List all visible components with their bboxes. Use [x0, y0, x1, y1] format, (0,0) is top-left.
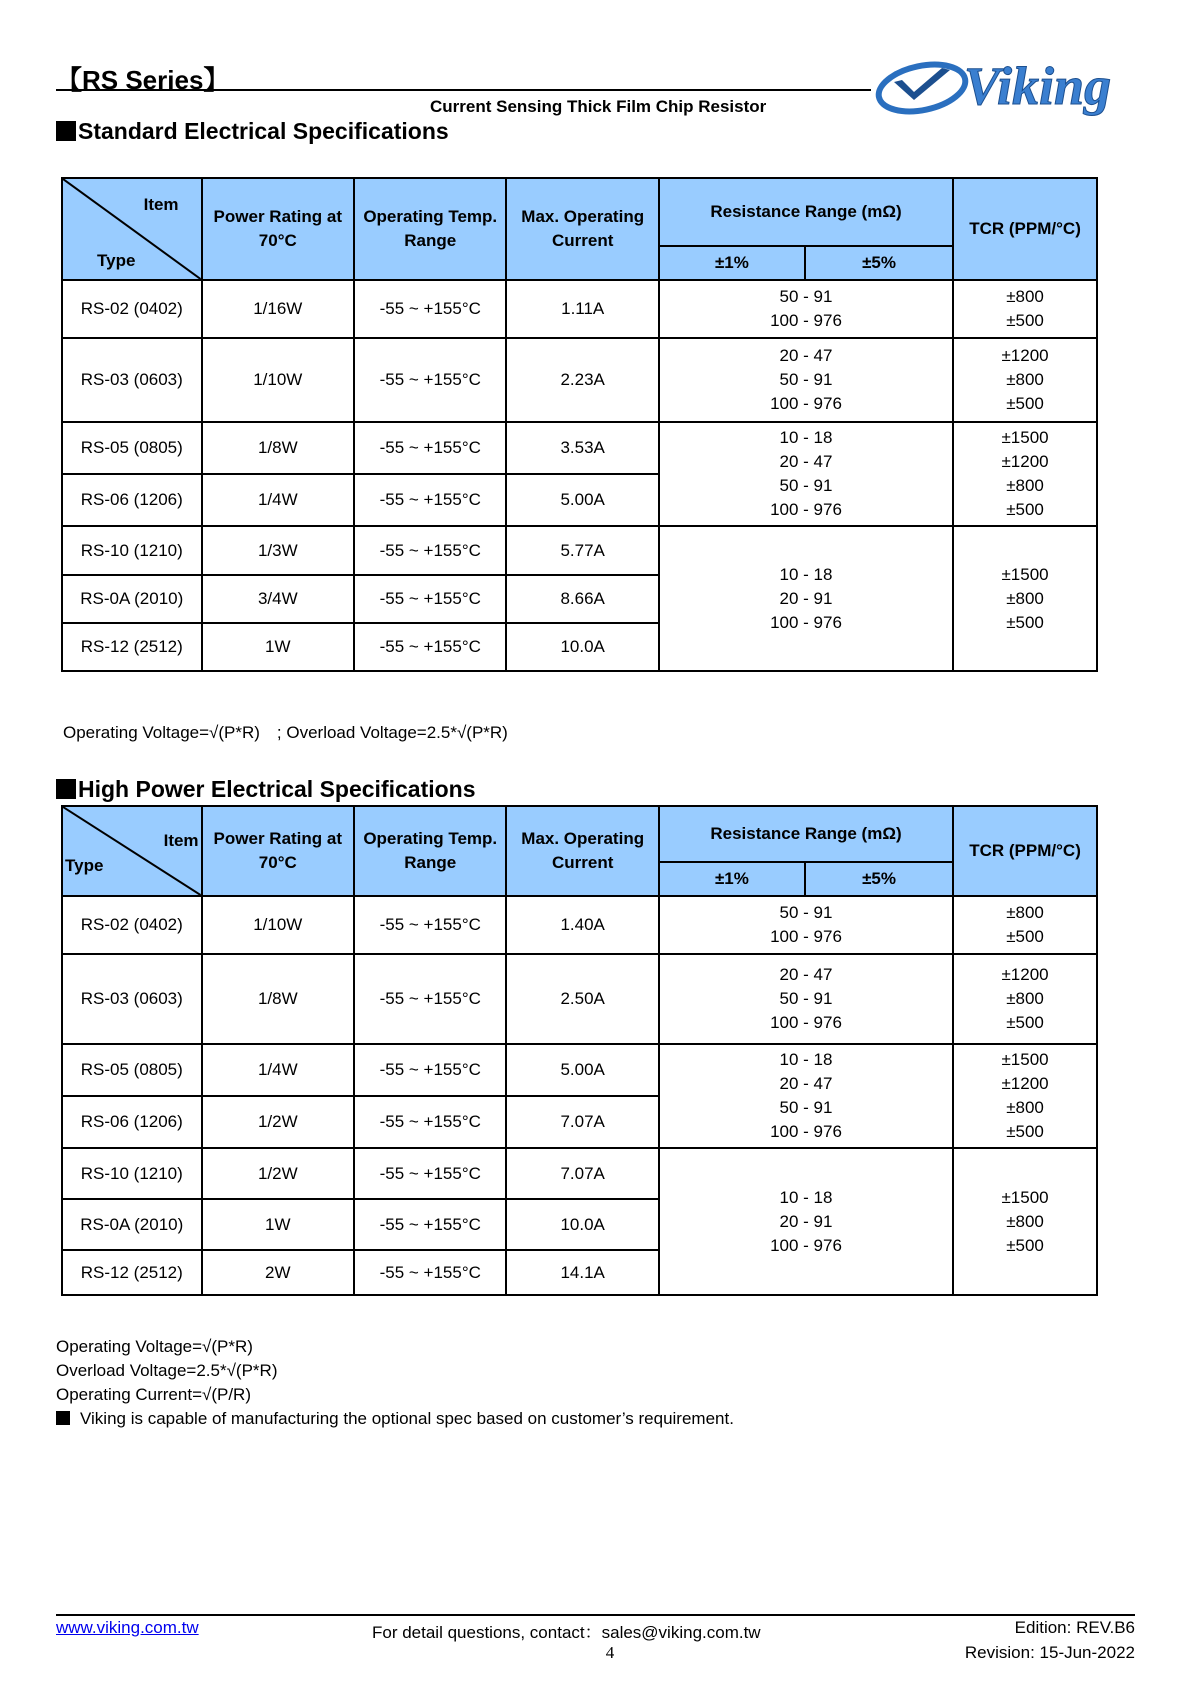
website-link[interactable]: www.viking.com.tw: [56, 1618, 199, 1637]
power-cell: 1/10W: [202, 338, 354, 422]
current-cell: 1.40A: [506, 896, 658, 954]
power-cell: 1W: [202, 623, 354, 671]
tcr-cell: [953, 422, 1097, 526]
section-bullet-icon: [56, 121, 76, 141]
type-cell: RS-06 (1206): [62, 1096, 202, 1148]
high-power-section-title: [56, 776, 476, 803]
table-row: [62, 1044, 1097, 1096]
tcr-cell: [953, 896, 1097, 954]
tcr-value: ±500: [1006, 927, 1044, 946]
type-cell: RS-02 (0402): [62, 280, 202, 338]
tcr-value: ±800: [1006, 989, 1044, 1008]
tcr-value: ±1500: [1001, 428, 1049, 447]
tcr-header: TCR (PPM/°C): [953, 806, 1097, 896]
type-cell: RS-12 (2512): [62, 1250, 202, 1295]
overload-voltage-note: Overload Voltage=2.5*√(P*R): [56, 1361, 278, 1380]
standard-section-title: [56, 118, 449, 145]
tcr-value: ±500: [1006, 394, 1044, 413]
power-cell: 1/16W: [202, 280, 354, 338]
tolerance-5pct-header: ±5%: [805, 862, 953, 896]
power-cell: 1W: [202, 1199, 354, 1250]
tcr-value: ±1200: [1001, 452, 1049, 471]
current-cell: 1.11A: [506, 280, 658, 338]
temp-cell: -55 ~ +155°C: [354, 526, 506, 575]
tcr-cell: [953, 338, 1097, 422]
temp-cell: -55 ~ +155°C: [354, 896, 506, 954]
series-title: 【RS Series】: [56, 65, 230, 95]
item-type-header-cell: [62, 178, 202, 280]
current-cell: 14.1A: [506, 1250, 658, 1295]
resistance-value: 100 - 976: [770, 927, 842, 946]
tcr-cell: [953, 280, 1097, 338]
type-cell: RS-10 (1210): [62, 526, 202, 575]
tcr-value: ±800: [1006, 1098, 1044, 1117]
page-number: 4: [605, 1643, 615, 1662]
tcr-value: ±1500: [1001, 1050, 1049, 1069]
tolerance-1pct-header: ±1%: [659, 246, 805, 280]
tcr-cell: [953, 526, 1097, 671]
tcr-value: ±500: [1006, 612, 1044, 632]
resistance-value: 100 - 976: [770, 1235, 842, 1255]
temp-cell: -55 ~ +155°C: [354, 422, 506, 474]
table-row: [62, 422, 1097, 474]
power-cell: 1/2W: [202, 1096, 354, 1148]
high-power-section-title-text: High Power Electrical Specifications: [78, 776, 476, 802]
temp-cell: -55 ~ +155°C: [354, 623, 506, 671]
resistance-value: 10 - 18: [779, 1187, 833, 1207]
tcr-value: ±1500: [1001, 1187, 1049, 1207]
standard-section-title-text: Standard Electrical Specifications: [78, 118, 449, 144]
contact-text: For detail questions, contact：sales@viking.com.tw: [372, 1623, 761, 1642]
type-cell: RS-03 (0603): [62, 338, 202, 422]
edition-text: Edition: REV.B6: [1014, 1618, 1135, 1637]
type-label: Type: [65, 856, 104, 875]
resistance-value: 50 - 91: [779, 903, 833, 922]
item-type-header-cell: [62, 806, 202, 896]
tcr-value: ±800: [1006, 476, 1044, 495]
table-row: [62, 896, 1097, 954]
table-row: [62, 954, 1097, 1044]
resistance-range-header: Resistance Range (mΩ): [659, 806, 953, 862]
type-cell: RS-03 (0603): [62, 954, 202, 1044]
table-row: [62, 1148, 1097, 1199]
resistance-value: 20 - 91: [779, 588, 833, 608]
tcr-header: TCR (PPM/°C): [953, 178, 1097, 280]
high-power-spec-table: [61, 805, 1098, 1296]
resistance-value: 100 - 976: [770, 311, 842, 330]
table-row: [62, 338, 1097, 422]
logo-wordmark: Viking: [964, 56, 1112, 116]
tcr-value: ±1200: [1001, 965, 1049, 984]
resistance-range-cell: [659, 896, 953, 954]
temp-cell: -55 ~ +155°C: [354, 1250, 506, 1295]
tcr-value: ±500: [1006, 311, 1044, 330]
current-cell: 5.00A: [506, 474, 658, 526]
power-cell: 1/4W: [202, 474, 354, 526]
resistance-range-header: Resistance Range (mΩ): [659, 178, 953, 246]
bullet-square-icon: [56, 1411, 70, 1425]
resistance-range-cell: [659, 954, 953, 1044]
power-cell: 2W: [202, 1250, 354, 1295]
current-cell: 8.66A: [506, 575, 658, 623]
max-current-header: Max. Operating Current: [506, 806, 658, 896]
type-cell: RS-06 (1206): [62, 474, 202, 526]
tcr-value: ±1200: [1001, 1074, 1049, 1093]
resistance-value: 50 - 91: [779, 476, 833, 495]
standard-spec-table: [61, 177, 1098, 672]
current-cell: 2.23A: [506, 338, 658, 422]
operating-voltage-note: Operating Voltage=√(P*R): [56, 1337, 253, 1356]
temp-cell: -55 ~ +155°C: [354, 280, 506, 338]
resistance-range-cell: [659, 1044, 953, 1148]
operating-current-note: Operating Current=√(P/R): [56, 1385, 251, 1404]
operating-temp-header: Operating Temp. Range: [354, 178, 506, 280]
resistance-range-cell: [659, 1148, 953, 1295]
power-cell: 1/2W: [202, 1148, 354, 1199]
resistance-value: 20 - 47: [779, 965, 833, 984]
power-cell: 1/8W: [202, 422, 354, 474]
resistance-value: 100 - 976: [770, 500, 842, 519]
tcr-value: ±500: [1006, 1235, 1044, 1255]
current-cell: 5.00A: [506, 1044, 658, 1096]
temp-cell: -55 ~ +155°C: [354, 575, 506, 623]
power-rating-header: Power Rating at 70°C: [202, 806, 354, 896]
tcr-value: ±800: [1006, 370, 1044, 389]
tcr-value: ±800: [1006, 903, 1044, 922]
temp-cell: -55 ~ +155°C: [354, 338, 506, 422]
revision-text: Revision: 15-Jun-2022: [964, 1643, 1135, 1662]
power-cell: 3/4W: [202, 575, 354, 623]
capability-note: [56, 1409, 734, 1429]
temp-cell: -55 ~ +155°C: [354, 1148, 506, 1199]
power-cell: 1/10W: [202, 896, 354, 954]
temp-cell: -55 ~ +155°C: [354, 1044, 506, 1096]
resistance-value: 100 - 976: [770, 394, 842, 413]
resistance-value: 20 - 91: [779, 1211, 833, 1231]
resistance-value: 10 - 18: [779, 428, 833, 447]
tcr-cell: [953, 954, 1097, 1044]
type-cell: RS-10 (1210): [62, 1148, 202, 1199]
power-cell: 1/8W: [202, 954, 354, 1044]
resistance-value: 50 - 91: [779, 1098, 833, 1117]
temp-cell: -55 ~ +155°C: [354, 1199, 506, 1250]
tolerance-1pct-header: ±1%: [659, 862, 805, 896]
resistance-range-cell: [659, 338, 953, 422]
table-row: [62, 526, 1097, 575]
current-cell: 10.0A: [506, 1199, 658, 1250]
temp-cell: -55 ~ +155°C: [354, 474, 506, 526]
document-subtitle: Current Sensing Thick Film Chip Resistor: [430, 97, 767, 116]
tcr-value: ±1500: [1001, 564, 1049, 584]
type-label: Type: [97, 251, 136, 270]
capability-note-text: Viking is capable of manufacturing the optional spec based on customer’s requirement.: [80, 1409, 734, 1428]
resistance-value: 100 - 976: [770, 1013, 842, 1032]
tolerance-5pct-header: ±5%: [805, 246, 953, 280]
tcr-value: ±500: [1006, 1122, 1044, 1141]
current-cell: 7.07A: [506, 1096, 658, 1148]
operating-temp-header: Operating Temp. Range: [354, 806, 506, 896]
resistance-value: 50 - 91: [779, 287, 833, 306]
resistance-range-cell: [659, 422, 953, 526]
tcr-value: ±800: [1006, 588, 1044, 608]
table-row: [62, 280, 1097, 338]
current-cell: 10.0A: [506, 623, 658, 671]
resistance-value: 50 - 91: [779, 989, 833, 1008]
tcr-cell: [953, 1148, 1097, 1295]
section-bullet-icon: [56, 779, 76, 799]
footer-rule: [56, 1614, 1135, 1616]
item-label: Item: [143, 195, 179, 214]
max-current-header: Max. Operating Current: [506, 178, 658, 280]
type-cell: RS-0A (2010): [62, 575, 202, 623]
resistance-range-cell: [659, 526, 953, 671]
resistance-value: 50 - 91: [779, 370, 833, 389]
tcr-value: ±500: [1006, 1013, 1044, 1032]
tcr-value: ±1200: [1001, 346, 1049, 365]
temp-cell: -55 ~ +155°C: [354, 954, 506, 1044]
current-cell: 7.07A: [506, 1148, 658, 1199]
resistance-value: 100 - 976: [770, 1122, 842, 1141]
tcr-value: ±800: [1006, 287, 1044, 306]
resistance-value: 20 - 47: [779, 1074, 833, 1093]
tcr-value: ±500: [1006, 500, 1044, 519]
power-rating-header: Power Rating at 70°C: [202, 178, 354, 280]
tcr-cell: [953, 1044, 1097, 1148]
type-cell: RS-12 (2512): [62, 623, 202, 671]
item-label: Item: [163, 831, 199, 850]
power-cell: 1/3W: [202, 526, 354, 575]
type-cell: RS-05 (0805): [62, 422, 202, 474]
temp-cell: -55 ~ +155°C: [354, 1096, 506, 1148]
tcr-value: ±800: [1006, 1211, 1044, 1231]
power-cell: 1/4W: [202, 1044, 354, 1096]
type-cell: RS-02 (0402): [62, 896, 202, 954]
viking-logo: [872, 52, 1152, 122]
resistance-value: 10 - 18: [779, 564, 833, 584]
resistance-value: 100 - 976: [770, 612, 842, 632]
standard-voltage-note: Operating Voltage=√(P*R) ; Overload Voltage=2.5*√(P*R): [63, 723, 508, 742]
resistance-value: 20 - 47: [779, 452, 833, 471]
resistance-range-cell: [659, 280, 953, 338]
header-rule: [56, 89, 871, 91]
type-cell: RS-0A (2010): [62, 1199, 202, 1250]
current-cell: 5.77A: [506, 526, 658, 575]
type-cell: RS-05 (0805): [62, 1044, 202, 1096]
resistance-value: 10 - 18: [779, 1050, 833, 1069]
current-cell: 2.50A: [506, 954, 658, 1044]
resistance-value: 20 - 47: [779, 346, 833, 365]
current-cell: 3.53A: [506, 422, 658, 474]
